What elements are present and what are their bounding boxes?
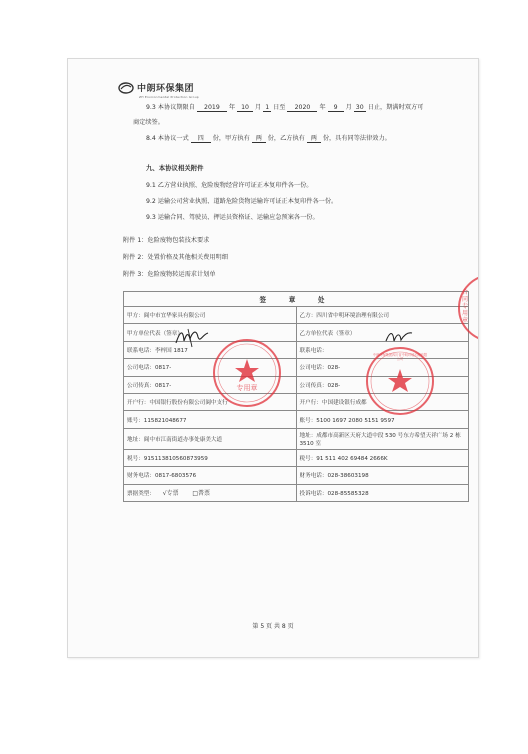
start-month: 10 <box>237 104 253 112</box>
party-a-address: 地址：阆中市江南街道办事处康美大道 <box>124 428 297 449</box>
table-row <box>124 484 469 501</box>
table-row <box>124 428 469 449</box>
clause-9-3-line2: 商定续签。 <box>133 119 164 126</box>
attachment-item: 附件 2：处置价格及其他相关费用明细 <box>123 254 228 261</box>
party-a-account: 账号：115821048677 <box>124 411 297 428</box>
table-header: 签 章 处 <box>124 292 469 307</box>
party-a-representative: 甲方单位代表（签章） <box>124 324 297 341</box>
party-b-seal-text: 中朗环保集团四川省中明环境治理有限公司 <box>372 353 428 361</box>
party-b-tax-id: 税号：91 511 402 69484 2666K <box>296 449 469 466</box>
seam-seal-text: 合同专用章 <box>462 289 469 324</box>
copies-party-b: 两 <box>307 135 321 143</box>
party-a-company-phone: 公司电话：0817- <box>124 359 297 376</box>
page-footer: 第 5 页 共 8 页 <box>252 623 294 630</box>
end-day: 30 <box>354 104 366 112</box>
start-year: 2019 <box>197 104 227 112</box>
clause-9-3: 9.3 本协议期限自 2019 年 10 月 1 日至 2020 年 9 月 30 日止，期满时双方可 <box>146 104 424 111</box>
copies-party-a: 两 <box>252 135 266 143</box>
table-row <box>124 341 469 358</box>
section-9-item: 9.2 运输公司营业执照、道路危险货物运输许可证正本复印件各一份。 <box>146 198 338 205</box>
party-b-representative: 乙方单位代表（签章） <box>296 324 469 341</box>
logo-text: 中朗环保集团 <box>137 84 195 94</box>
attachment-item: 附件 1：危险废物包装技术要求 <box>123 237 210 244</box>
party-b-address: 地址：成都市高新区天府大道中段 530 号东方希望天祥广场 2 栋 3510 室 <box>296 428 469 449</box>
table-row <box>124 307 469 324</box>
party-b-fax: 公司传真：028- <box>296 376 469 393</box>
party-b-company-phone: 公司电话：028- <box>296 359 469 376</box>
table-row <box>124 411 469 428</box>
invoice-special-option: √专票 <box>162 490 179 498</box>
start-day: 1 <box>263 104 271 112</box>
party-b-contact-phone: 联系电话： <box>296 341 469 358</box>
party-b-bank: 开户行：中国建设银行成都 <box>296 393 469 410</box>
table-row <box>124 376 469 393</box>
party-a-finance-phone: 财务电话：0817-6803576 <box>124 467 297 484</box>
party-b-name: 乙方：四川省中明环境治理有限公司 <box>296 307 469 324</box>
attachment-item: 附件 3：危险废物转运需求计划单 <box>123 271 216 278</box>
invoice-type: 票据类型： √专票 □普票 <box>124 484 297 501</box>
section-9-title: 九、本协议相关附件 <box>146 164 204 172</box>
signature-table <box>123 291 469 502</box>
table-row <box>124 467 469 484</box>
complaint-phone: 投诉电话：028-85585328 <box>296 484 469 501</box>
section-9-item: 9.3 运输合同、驾驶员、押运员资格证、运输应急预案各一份。 <box>146 214 319 221</box>
logo-icon <box>118 82 134 94</box>
party-a-name: 甲方：阆中市宜华家具有限公司 <box>124 307 297 324</box>
clause-8-4: 8.4 本协议一式 四 份，甲方执有 两 份，乙方执有 两 份，具有同等法律效力。 <box>146 135 391 142</box>
party-a-contact-phone: 联系电话：李梓国 1817 <box>124 341 297 358</box>
document-page <box>67 58 479 658</box>
party-b-finance-phone: 财务电话：028-38603198 <box>296 467 469 484</box>
party-a-tax-id: 税号：915113810560873959 <box>124 449 297 466</box>
end-month: 9 <box>328 104 344 112</box>
logo-subtext: ZH Environmental Protection Group <box>139 95 199 99</box>
invoice-normal-option: □普票 <box>192 490 211 498</box>
table-row <box>124 359 469 376</box>
party-a-bank: 开户行：中国银行股份有限公司阆中支行 <box>124 393 297 410</box>
table-header-row <box>124 292 469 307</box>
company-logo <box>118 81 194 94</box>
table-row <box>124 324 469 341</box>
copies-total: 四 <box>191 135 211 143</box>
table-row <box>124 449 469 466</box>
party-a-seal-text: 专用章 <box>236 384 258 392</box>
table-row <box>124 393 469 410</box>
section-9-item: 9.1 乙方营业执照、危险废物经营许可证正本复印件各一份。 <box>146 182 313 189</box>
end-year: 2020 <box>287 104 317 112</box>
party-a-fax: 公司传真：0817- <box>124 376 297 393</box>
party-b-account: 账号：5100 1697 2080 5151 9597 <box>296 411 469 428</box>
